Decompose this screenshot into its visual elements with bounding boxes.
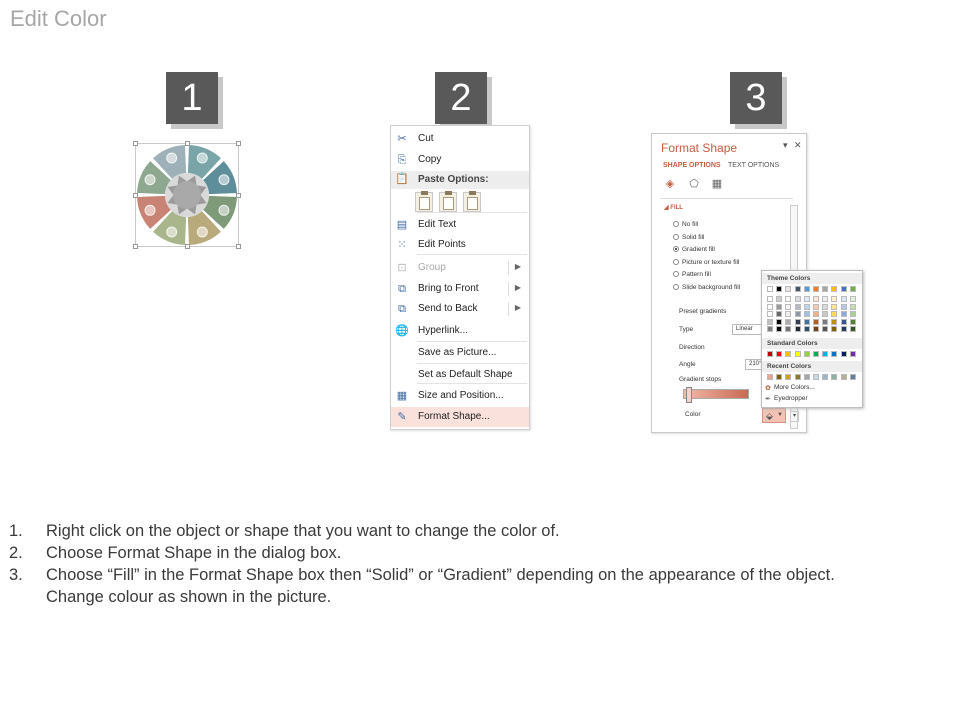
- menu-separator: [417, 212, 527, 213]
- paste-sheet-icon: [419, 197, 430, 210]
- color-swatch[interactable]: [831, 326, 837, 332]
- color-swatch[interactable]: [804, 311, 810, 317]
- color-swatch[interactable]: [785, 286, 791, 292]
- color-swatch[interactable]: [767, 296, 773, 302]
- resize-handle[interactable]: [236, 244, 241, 249]
- menu-item-copy[interactable]: [391, 150, 529, 170]
- color-swatch[interactable]: [822, 311, 828, 317]
- color-swatch[interactable]: [850, 351, 856, 357]
- slide-title: Edit Color: [10, 6, 107, 31]
- fill-radio-solid-fill[interactable]: [673, 234, 704, 241]
- menu-item-hyperlink[interactable]: [391, 321, 529, 341]
- radio-dot: [673, 246, 679, 252]
- color-swatch[interactable]: [831, 311, 837, 317]
- radio-dot: [673, 284, 679, 290]
- menu-item-edit-points[interactable]: [391, 235, 529, 255]
- color-swatch[interactable]: [813, 326, 819, 332]
- resize-handle[interactable]: [133, 244, 138, 249]
- send-back-icon: ⧉: [398, 303, 406, 315]
- menu-separator: [417, 341, 527, 342]
- menu-item-edit-text[interactable]: [391, 215, 529, 235]
- instructions-list: [9, 522, 949, 610]
- color-swatch[interactable]: [795, 311, 801, 317]
- color-swatch[interactable]: [822, 326, 828, 332]
- clipboard-icon: [421, 191, 428, 195]
- instruction-text: Change colour as shown in the picture.: [46, 588, 332, 606]
- menu-item-label: Group: [418, 262, 446, 273]
- size-properties-icon[interactable]: ▦: [711, 178, 723, 190]
- color-swatch[interactable]: [795, 286, 801, 292]
- diagram-hub: [173, 181, 201, 209]
- hyperlink-icon: 🌐: [395, 325, 409, 337]
- segment-dot: [145, 205, 155, 215]
- circle-diagram[interactable]: [131, 139, 243, 251]
- menu-item-label: Edit Text: [418, 219, 457, 230]
- preset-gradients-label: Preset gradients: [679, 308, 727, 315]
- paste-option-button[interactable]: [415, 192, 433, 212]
- circle-diagram-graphic: [131, 139, 243, 251]
- menu-item-cut[interactable]: [391, 129, 529, 149]
- format-shape-icon: ✎: [397, 411, 407, 423]
- segment-dot: [167, 153, 177, 163]
- radio-label: Picture or texture fill: [682, 258, 740, 266]
- pane-options-icon[interactable]: ▾: [783, 140, 788, 150]
- submenu-divider: [508, 261, 509, 275]
- eyedropper-icon: ✒: [765, 396, 771, 403]
- radio-dot: [673, 234, 679, 240]
- menu-item-label: Copy: [418, 154, 442, 165]
- tab-text-options[interactable]: TEXT OPTIONS: [728, 162, 780, 169]
- color-swatch[interactable]: [767, 351, 773, 357]
- color-swatch[interactable]: [831, 296, 837, 302]
- color-swatch[interactable]: [767, 319, 773, 325]
- color-extra-dropdown[interactable]: ▾: [790, 411, 799, 422]
- group-icon: ⊡: [397, 262, 407, 274]
- color-swatch[interactable]: [850, 326, 856, 332]
- color-swatch[interactable]: [776, 311, 782, 317]
- color-swatch[interactable]: [841, 319, 847, 325]
- color-swatch[interactable]: [850, 296, 856, 302]
- color-swatch[interactable]: [841, 304, 847, 310]
- angle-value: 210°: [749, 361, 762, 367]
- color-swatch[interactable]: [813, 319, 819, 325]
- color-swatch[interactable]: [831, 319, 837, 325]
- color-swatch[interactable]: [841, 374, 847, 380]
- effects-icon[interactable]: ⬠: [689, 178, 699, 190]
- resize-handle[interactable]: [185, 141, 190, 146]
- fill-radio-pattern-fill[interactable]: [673, 271, 711, 278]
- color-swatch[interactable]: [776, 286, 782, 292]
- step-badge-1: 1: [166, 72, 218, 124]
- segment-dot: [219, 205, 229, 215]
- radio-dot: [673, 221, 679, 227]
- color-swatch[interactable]: [841, 296, 847, 302]
- fill-section-label: FILL: [670, 205, 683, 211]
- menu-item-label: Size and Position...: [418, 390, 504, 401]
- segment-dot: [145, 175, 155, 185]
- color-swatch[interactable]: [785, 319, 791, 325]
- segment-dot: [167, 227, 177, 237]
- color-swatch[interactable]: [804, 374, 810, 380]
- menu-item-label: Edit Points: [418, 239, 466, 250]
- submenu-divider: [508, 302, 509, 316]
- gradient-stop-handle[interactable]: [686, 387, 692, 403]
- color-swatch[interactable]: [785, 374, 791, 380]
- fill-radio-slide-background-fill[interactable]: [673, 284, 740, 291]
- instruction-item: [9, 544, 949, 566]
- resize-handle[interactable]: [133, 141, 138, 146]
- color-swatch[interactable]: [795, 304, 801, 310]
- divider: [660, 198, 793, 199]
- instruction-text: Right click on the object or shape that you want to change the color of.: [46, 522, 560, 540]
- color-swatch[interactable]: [795, 319, 801, 325]
- recent-colors-header: Recent Colors: [762, 361, 862, 372]
- scissors-icon: ✂: [397, 133, 407, 145]
- color-swatch[interactable]: [831, 374, 837, 380]
- edit-text-icon: ▤: [396, 219, 408, 231]
- paste-icon: 📋: [395, 173, 409, 185]
- color-swatch[interactable]: [804, 326, 810, 332]
- chevron-right-icon: ▶: [514, 303, 521, 312]
- resize-handle[interactable]: [236, 141, 241, 146]
- step-badge-2: 2: [435, 72, 487, 124]
- instruction-continuation: [9, 588, 949, 610]
- type-label: Type: [679, 326, 694, 333]
- color-swatch[interactable]: [767, 374, 773, 380]
- color-swatch[interactable]: [850, 319, 856, 325]
- radio-dot: [673, 271, 679, 277]
- color-swatch[interactable]: [813, 311, 819, 317]
- color-swatch[interactable]: [804, 351, 810, 357]
- paste-options-label: Paste Options:: [418, 174, 489, 185]
- resize-handle[interactable]: [185, 244, 190, 249]
- size-position-icon: ▦: [396, 390, 408, 402]
- menu-item-label: Save as Picture...: [418, 347, 497, 358]
- more-colors-link[interactable]: More Colors...: [774, 384, 815, 391]
- paint-bucket-icon: ⬙: [766, 411, 773, 421]
- instruction-item: [9, 522, 949, 544]
- color-swatch[interactable]: [831, 286, 837, 292]
- paste-sheet-icon: [467, 197, 478, 210]
- context-menu: [390, 125, 530, 430]
- paste-sheet-icon: [443, 197, 454, 210]
- color-swatch[interactable]: [850, 304, 856, 310]
- eyedropper-link[interactable]: Eyedropper: [774, 395, 808, 402]
- radio-label: Pattern fill: [682, 271, 711, 279]
- clipboard-icon: [469, 191, 476, 195]
- chevron-right-icon: ▶: [514, 283, 521, 292]
- fill-radio-picture-or-texture-fill[interactable]: [673, 259, 739, 266]
- radio-label: Gradient fill: [682, 246, 715, 254]
- color-swatch[interactable]: [822, 286, 828, 292]
- instruction-text: Choose “Fill” in the Format Shape box then “Solid” or “Gradient” depending on the appearance of the object.: [46, 566, 835, 584]
- pane-title: Format Shape: [661, 141, 738, 155]
- color-swatch[interactable]: [776, 296, 782, 302]
- tab-shape-options[interactable]: SHAPE OPTIONS: [663, 162, 721, 169]
- color-swatch[interactable]: [795, 351, 801, 357]
- direction-label: Direction: [679, 344, 705, 351]
- color-swatch[interactable]: [850, 374, 856, 380]
- segment-dot: [219, 175, 229, 185]
- color-label: Color: [685, 411, 701, 418]
- instruction-text: Choose Format Shape in the dialog box.: [46, 544, 342, 562]
- color-swatch[interactable]: [767, 286, 773, 292]
- color-swatch[interactable]: [776, 319, 782, 325]
- color-swatch[interactable]: [804, 304, 810, 310]
- bring-front-icon: ⧉: [398, 283, 406, 295]
- color-swatch[interactable]: [776, 351, 782, 357]
- menu-item-label: Format Shape...: [418, 411, 490, 422]
- menu-item-format-shape[interactable]: [391, 407, 529, 427]
- close-icon[interactable]: ✕: [794, 140, 802, 150]
- radio-label: No fill: [682, 221, 699, 228]
- gradient-stops-label: Gradient stops: [679, 376, 722, 383]
- edit-points-icon: ⁙: [397, 239, 407, 251]
- color-swatch[interactable]: [804, 296, 810, 302]
- color-swatch[interactable]: [813, 286, 819, 292]
- step-badge-3: 3: [730, 72, 782, 124]
- menu-item-label: Set as Default Shape: [418, 369, 513, 380]
- color-swatch[interactable]: [841, 286, 847, 292]
- instruction-number: 1.: [9, 522, 23, 540]
- color-swatch[interactable]: [813, 304, 819, 310]
- paste-option-button[interactable]: [463, 192, 481, 212]
- color-swatch[interactable]: [841, 311, 847, 317]
- chevron-down-icon: ▼: [777, 412, 783, 418]
- color-swatch[interactable]: [822, 304, 828, 310]
- menu-item-label: Bring to Front: [418, 283, 479, 294]
- menu-item-save-as-picture[interactable]: [391, 343, 529, 363]
- clipboard-icon: [445, 191, 452, 195]
- color-swatch[interactable]: [785, 296, 791, 302]
- menu-item-label: Hyperlink...: [418, 325, 469, 336]
- color-swatch[interactable]: [776, 326, 782, 332]
- menu-separator: [417, 254, 527, 255]
- fill-line-icon[interactable]: ◈: [665, 178, 675, 190]
- menu-separator: [417, 363, 527, 364]
- color-swatch[interactable]: [841, 326, 847, 332]
- menu-item-set-as-default-shape[interactable]: [391, 365, 529, 385]
- menu-item-send-to-back[interactable]: [391, 299, 529, 319]
- color-swatch[interactable]: [776, 374, 782, 380]
- fill-radio-gradient-fill[interactable]: [673, 246, 715, 253]
- color-swatch[interactable]: [785, 311, 791, 317]
- color-swatch[interactable]: [804, 286, 810, 292]
- color-picker-popup: [761, 270, 863, 408]
- color-button[interactable]: [762, 408, 786, 423]
- segment-dot: [197, 227, 207, 237]
- menu-item-size-and-position[interactable]: [391, 386, 529, 406]
- fill-radio-no-fill[interactable]: [673, 221, 698, 228]
- color-swatch[interactable]: [767, 304, 773, 310]
- color-swatch[interactable]: [813, 374, 819, 380]
- color-swatch[interactable]: [767, 311, 773, 317]
- color-swatch[interactable]: [822, 374, 828, 380]
- instruction-item: [9, 566, 949, 588]
- color-swatch[interactable]: [831, 304, 837, 310]
- color-swatch[interactable]: [776, 304, 782, 310]
- color-swatch[interactable]: [795, 326, 801, 332]
- menu-separator: [417, 383, 527, 384]
- standard-colors-header: Standard Colors: [762, 338, 862, 349]
- radio-label: Slide background fill: [682, 284, 741, 291]
- instruction-number: 3.: [9, 566, 23, 584]
- resize-handle[interactable]: [133, 193, 138, 198]
- color-swatch[interactable]: [822, 296, 828, 302]
- gradient-stops-bar[interactable]: [683, 389, 749, 399]
- chevron-right-icon: ▶: [514, 262, 521, 271]
- radio-label: Solid fill: [682, 233, 705, 241]
- color-swatch[interactable]: [822, 319, 828, 325]
- copy-icon: ⎘: [397, 154, 407, 166]
- angle-label: Angle: [679, 361, 696, 368]
- paste-options-header: [391, 171, 529, 189]
- instruction-number: 2.: [9, 544, 23, 562]
- color-swatch[interactable]: [822, 351, 828, 357]
- color-swatch[interactable]: [795, 296, 801, 302]
- color-swatch[interactable]: [813, 296, 819, 302]
- color-swatch[interactable]: [813, 351, 819, 357]
- color-swatch[interactable]: [850, 311, 856, 317]
- menu-item-label: Cut: [418, 133, 434, 144]
- color-swatch[interactable]: [831, 351, 837, 357]
- color-swatch[interactable]: [804, 319, 810, 325]
- color-swatch[interactable]: [785, 351, 791, 357]
- color-swatch[interactable]: [841, 351, 847, 357]
- fill-section-header[interactable]: ◢ FILL: [664, 205, 683, 211]
- resize-handle[interactable]: [236, 193, 241, 198]
- theme-colors-header: Theme Colors: [762, 273, 862, 284]
- color-swatch[interactable]: [785, 304, 791, 310]
- color-swatch[interactable]: [850, 286, 856, 292]
- radio-dot: [673, 259, 679, 265]
- more-colors-icon: ✿: [765, 385, 771, 392]
- color-swatch[interactable]: [785, 326, 791, 332]
- menu-item-group[interactable]: [391, 258, 529, 278]
- menu-item-label: Send to Back: [418, 303, 478, 314]
- segment-dot: [197, 153, 207, 163]
- type-value: Linear: [736, 326, 753, 332]
- paste-option-button[interactable]: [439, 192, 457, 212]
- color-swatch[interactable]: [767, 326, 773, 332]
- color-swatch[interactable]: [795, 374, 801, 380]
- menu-item-bring-to-front[interactable]: [391, 279, 529, 299]
- submenu-divider: [508, 282, 509, 296]
